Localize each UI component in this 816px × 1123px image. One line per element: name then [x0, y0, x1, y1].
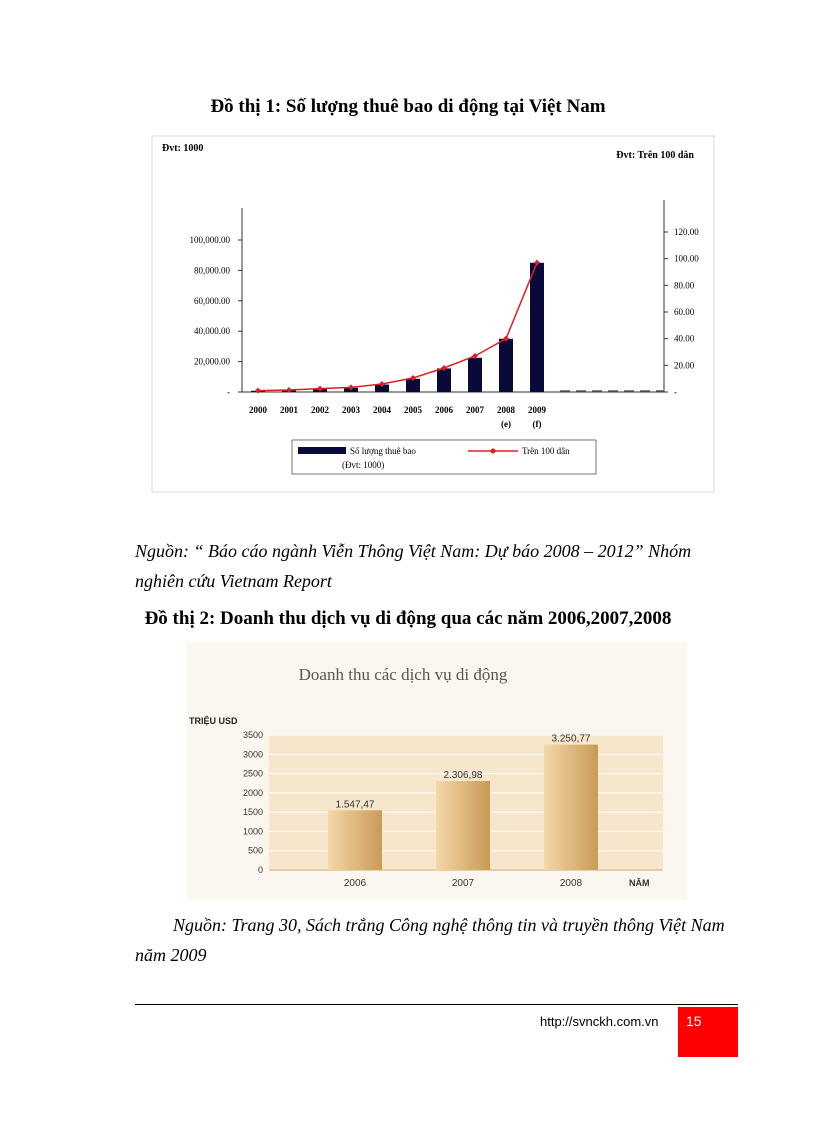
figure-1-heading: Đồ thị 1: Số lượng thuê bao di động tại Việt Nam	[210, 96, 606, 117]
right-tick-label: -	[674, 387, 677, 397]
x-tick-label: 2008	[497, 405, 515, 415]
revenue-y-tick: 3000	[242, 749, 263, 760]
revenue-x-tick: 2008	[559, 878, 583, 889]
left-tick-label: 20,000.00	[194, 356, 230, 367]
revenue-value-label: 2.306,98	[443, 770, 483, 782]
unit-right-label: Đvt: Trên 100 dân	[616, 150, 694, 161]
figure-2-chart	[187, 642, 687, 900]
x-tick-label: 2001	[280, 405, 298, 415]
unit-left-label: Đvt: 1000	[162, 143, 204, 154]
x-tick-label: 2006	[435, 405, 453, 415]
subscriber-bar	[468, 358, 482, 392]
x-tick-label: 2002	[311, 405, 329, 415]
left-tick-label: 100,000.00	[189, 235, 230, 245]
revenue-y-axis-label: TRIỆU USD	[189, 716, 238, 726]
left-tick-label: 80,000.00	[194, 265, 230, 276]
footer-url[interactable]: http://svnckh.com.vn	[540, 1014, 659, 1029]
revenue-y-tick: 3500	[242, 730, 263, 740]
left-tick-label: 40,000.00	[194, 326, 230, 337]
x-tick-label: 2005	[404, 405, 422, 415]
revenue-chart-title: Doanh thu các dịch vụ di động	[298, 665, 508, 684]
right-tick-label: 60.00	[674, 307, 695, 317]
x-tick-label: 2003	[342, 405, 360, 415]
right-tick-label: 120.00	[674, 227, 699, 237]
revenue-bar	[328, 810, 382, 870]
revenue-y-tick: 0	[257, 865, 263, 875]
legend-line-label: Trên 100 dân	[522, 446, 570, 456]
revenue-value-label: 3.250,77	[551, 733, 591, 745]
right-tick-label: 100.00	[674, 253, 699, 264]
revenue-y-tick: 1000	[242, 826, 263, 837]
legend-bar-swatch	[298, 447, 346, 454]
chart-1-legend	[292, 440, 596, 474]
revenue-x-tick: 2006	[343, 878, 367, 889]
revenue-chart-svg	[187, 642, 687, 900]
x-tick-label: 2004	[373, 405, 391, 415]
x-tick-label: 2000	[249, 405, 267, 415]
subscriber-bar	[437, 368, 451, 392]
x-tick-note: (e)	[501, 419, 511, 429]
revenue-y-tick: 2000	[242, 787, 263, 798]
figure-1-chart	[146, 134, 730, 528]
figure-2-source: Nguồn: Trang 30, Sách trắng Công nghệ thông tin và truyền thông Việt Nam năm 2009	[135, 915, 725, 965]
revenue-bar	[436, 781, 490, 870]
footer-rule	[135, 1004, 738, 1005]
revenue-x-tick: 2007	[451, 878, 475, 889]
revenue-y-tick: 500	[247, 845, 263, 856]
right-tick-label: 80.00	[674, 280, 695, 291]
x-tick-label: 2009	[528, 405, 546, 415]
subscriber-bar	[530, 263, 544, 392]
chart-1-frame	[152, 136, 714, 492]
revenue-value-label: 1.547,47	[335, 799, 375, 811]
right-tick-label: 20.00	[674, 360, 695, 371]
legend-bar-unit: (Đvt: 1000)	[342, 460, 385, 470]
revenue-y-tick: 1500	[242, 807, 263, 818]
revenue-x-axis-label: NĂM	[629, 878, 650, 888]
legend-bar-label: Số lượng thuê bao	[350, 446, 416, 456]
x-tick-label: 2007	[466, 405, 484, 415]
left-tick-label: 60,000.00	[194, 295, 230, 306]
figure-2-heading: Đồ thị 2: Doanh thu dịch vụ di động qua các năm 2006,2007,2008	[144, 608, 672, 629]
figure-1-source: Nguồn: “ Báo cáo ngành Viễn Thông Việt Nam: Dự báo 2008 – 2012” Nhóm nghiên cứu Vietnam Report	[135, 541, 692, 591]
revenue-y-tick: 2500	[242, 768, 263, 779]
revenue-bar	[544, 745, 598, 870]
left-tick-label: -	[227, 387, 230, 397]
right-tick-label: 40.00	[674, 333, 695, 344]
subscriber-chart-svg	[146, 134, 730, 528]
subscriber-bar	[499, 339, 513, 392]
page-number-badge: 15	[678, 1007, 738, 1057]
x-tick-note: (f)	[532, 419, 542, 429]
